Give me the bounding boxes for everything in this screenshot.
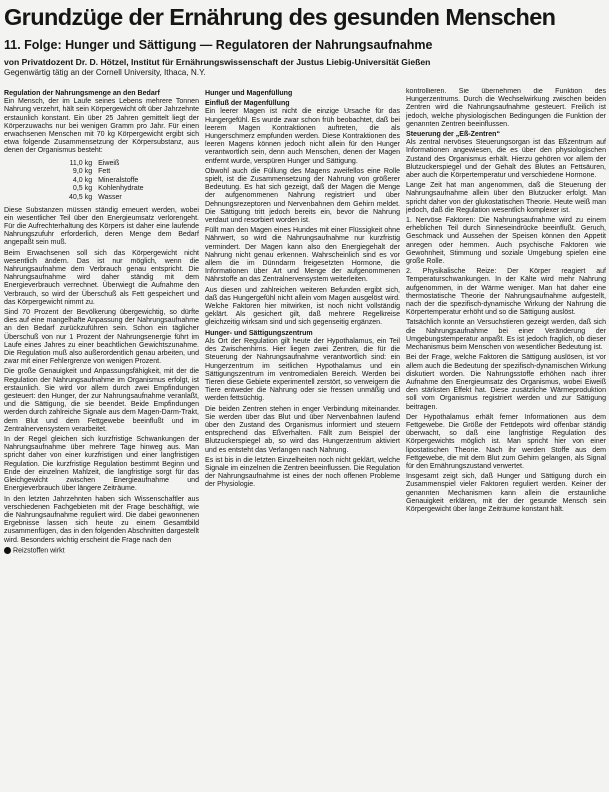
article-title: Grundzüge der Ernährung des gesunden Menschen bbox=[4, 4, 556, 30]
table-label: Mineralstoffe bbox=[98, 176, 139, 184]
closing-text: Reizstoffen wirkt bbox=[13, 547, 65, 555]
table-row bbox=[66, 177, 147, 186]
paragraph: Diese Substanzen müssen ständig erneuert werden, wobei ein wesentlicher Teil über den Energieumsatz verlorengeht. Für die Aufrechterhaltung des Körpers ist daher eine laufende Nahrungszufuhr erforderlich, deren Menge dem Bedarf angepaßt sein muß. bbox=[4, 206, 199, 247]
paragraph: Als Ort der Regulation gilt heute der Hypothalamus, ein Teil des Zwischenhirns. Hier liegen zwei Zentren, die für die Steuerung der Nahrungsaufnahme verantwortlich sind: ein Hungerzentrum im seitlichen Hypothalamus und ein Sättigungszentrum im ventromedialen Bereich. Werden bei Tieren diese Gebiete experimentell zerstört, so verweigern die Tiere entweder die Nahrung oder sie fressen unmäßig und werden fettsüchtig. bbox=[205, 337, 400, 403]
author-byline: von Privatdozent Dr. D. Hötzel, Institut für Ernährungswissenschaft der Justus Liebig-Universität Gießen bbox=[4, 57, 431, 67]
paragraph: In der Regel gleichen sich kurzfristige Schwankungen der Nahrungsaufnahme über mehrere Tage hinweg aus. Man spricht daher von einer kurzfristigen und einer langfristigen Regulation. Die kurzfristige Regulation bestimmt Beginn und Ende der einzelnen Mahlzeit, die langfristige sorgt für das Gleichgewicht zwischen Energieaufnahme und Energieverbrauch über längere Zeiträume. bbox=[4, 436, 199, 493]
text-column-1 bbox=[4, 88, 199, 788]
text-column-3 bbox=[406, 88, 606, 788]
section-heading: Regulation der Nahrungsmenge an den Bedarf bbox=[4, 90, 160, 97]
table-row bbox=[66, 194, 147, 203]
paragraph: Sind 70 Prozent der Bevölkerung übergewichtig, so dürfte dies auf eine mangelhafte Anpassung der Nahrungsaufnahme an den Bedarf zurückzuführen sein. Schon ein täglicher Überschuß von nur 1 Prozent der Nahrungsenergie führt im Laufe eines Jahres zu einer beachtlichen Gewichtszunahme. Die Regulation muß also außerordentlich genau arbeiten, und zwar mit einer Fehlergrenze von wenigen Prozent. bbox=[4, 309, 199, 366]
paragraph: Füllt man den Magen eines Hundes mit einer Flüssigkeit ohne Nährwert, so wird die Nahrungsaufnahme nur kurzfristig vermindert. Der Magen kann also den Energiegehalt der Nahrung nicht genau erkennen. Wahrscheinlich sind es vor allem die im Dünndarm freigesetzten Hormone, die Informationen über Art und Menge der aufgenommenen Nährstoffe an das Zentralnervensystem weiterleiten. bbox=[205, 227, 400, 284]
table-value: 40,5 kg bbox=[69, 194, 93, 201]
text-column-2 bbox=[205, 88, 400, 788]
paragraph: Bei der Frage, welche Faktoren die Sättigung auslösen, ist vor allem auch die Bedeutung der spezifisch-dynamischen Wirkung diskutiert worden. Die Nahrungsstoffe erhöhen nach ihrer Aufnahme den Energieumsatz des Organismus, wobei Eiweiß den stärksten Effekt hat. Diese zusätzliche Wärmeproduktion soll vom Organismus registriert werden und zur Sättigung beitragen. bbox=[406, 354, 606, 411]
table-label: Eiweiß bbox=[98, 159, 120, 167]
table-row bbox=[66, 185, 147, 194]
section-heading: Hunger und Magenfüllung bbox=[205, 90, 293, 97]
paragraph: Der Hypothalamus erhält ferner Informationen aus dem Fettgewebe. Die Größe der Fettdepots wird offenbar ständig überwacht, so daß eine langfristige Regulation des Körpergewichts möglich ist. Man spricht hier von einer lipostatischen Theorie. Nach ihr werden Stoffe aus dem Fettgewebe, die mit dem Blut zum Gehirn gelangen, als Signal für den Ernährungszustand verwertet. bbox=[406, 413, 606, 470]
bullet-icon bbox=[4, 547, 11, 554]
paragraph: Obwohl auch die Füllung des Magens zweifellos eine Rolle spielt, ist die Zusammensetzung der Nahrung von größerer Bedeutung. Es hat sich gezeigt, daß der Magen die Menge der aufgenommenen Nahrung registriert und über Dehnungsrezeptoren und Nervenbahnen dem Gehirn meldet. Die Sättigung tritt jedoch bereits ein, bevor die Nahrung verdaut und resorbiert worden ist. bbox=[205, 167, 400, 225]
table-row bbox=[66, 168, 147, 177]
paragraph: Als zentral nervöses Steuerungsorgan ist das Eßzentrum auf Informationen angewiesen, die es über den physiologischen Zustand des Organismus erhält. Hierzu gehören vor allem der Blutzuckerspiegel und der Gehalt des Blutes an Fettsäuren, aber auch die Körpertemperatur und verschiedene Hormone. bbox=[406, 139, 606, 180]
paragraph: Beim Erwachsenen soll sich das Körpergewicht nicht wesentlich ändern. Das ist nur möglich, wenn die Nahrungsaufnahme dem Verbrauch genau entspricht. Die Nahrungsaufnahme wird daher ständig mit dem Energieverbrauch verrechnet. Überwiegt die Aufnahme den Verbrauch, so wird der Überschuß als Fett gespeichert und das Körpergewicht nimmt zu. bbox=[4, 249, 199, 306]
table-value: 9,0 kg bbox=[72, 168, 93, 176]
section-heading: Steuerung der „Eß-Zentren“ bbox=[406, 131, 500, 139]
author-affiliation: Gegenwärtig tätig an der Cornell University, Ithaca, N.Y. bbox=[4, 68, 206, 77]
paragraph: Die große Genauigkeit und Anpassungsfähigkeit, mit der die Regulation der Nahrungsaufnahme im Organismus erfolgt, ist erstaunlich. Sie wird vor allem durch zwei Empfindungen gesteuert: den Hunger, der zur Nahrungsaufnahme veranlaßt, und die Sättigung, die sie beendet. Beide Empfindungen werden durch zahlreiche Signale aus dem Magen-Darm-Trakt, dem Blut und dem Fettgewebe beeinflußt und im Zentralnervensystem verarbeitet. bbox=[4, 368, 199, 433]
paragraph: Ein leerer Magen ist nicht die einzige Ursache für das Hungergefühl. Es wurde zwar schon früh beobachtet, daß bei leerem Magen Kontraktionen auftreten, die als Hungerschmerz empfunden werden. Diese Kontraktionen des leeren Magens können jedoch nicht allein für den Hunger verantwortlich sein, denn auch Menschen, denen der Magen entfernt wurde, verspüren Hunger und Sättigung. bbox=[205, 108, 400, 165]
paragraph: Tatsächlich konnte an Versuchstieren gezeigt werden, daß sich die Nahrungsaufnahme bei einer Veränderung der Umgebungstemperatur anpaßt. Es ist jedoch fraglich, ob dieser Mechanismus beim Menschen von wesentlicher Bedeutung ist. bbox=[406, 319, 606, 352]
paragraph: Die beiden Zentren stehen in enger Verbindung miteinander. Sie werden über das Blut und über Nervenbahnen laufend über den Zustand des Organismus informiert und steuern entsprechend das Eßverhalten. Fällt zum Beispiel der Blutzuckerspiegel ab, so wird das Hungerzentrum aktiviert und es entsteht das Verlangen nach Nahrung. bbox=[205, 405, 400, 454]
paragraph: Ein Mensch, der im Laufe seines Lebens mehrere Tonnen Nahrung verzehrt, hält sein Körpergewicht oft über Jahrzehnte erstaunlich konstant. Ein über 25 Jahren gemittelt liegt der Körperzuwachs nur bei wenigen Gramm pro Jahr. Für einen erwachsenen Menschen mit 70 kg Körpergewicht ergibt sich etwa folgende Zusammensetzung der Körpersubstanz, aus denen der Organismus besteht: bbox=[4, 98, 199, 155]
section-heading: Hunger- und Sättigungszentrum bbox=[205, 329, 313, 337]
paragraph: In den letzten Jahrzehnten haben sich Wissenschaftler aus verschiedenen Fachgebieten mit der Frage beschäftigt, wie die Nahrungsaufnahme reguliert wird. Die dabei gewonnenen Ergebnisse lassen sich heute zu einem Gesamtbild zusammenfügen, das in den folgenden Abschnitten dargestellt wird. Besonders wichtig erscheint die Frage nach den bbox=[4, 495, 199, 544]
paragraph: Es ist bis in die letzten Einzelheiten noch nicht geklärt, welche Signale im einzelnen die Zentren beeinflussen. Die Regulation der Nahrungsaufnahme ist eines der noch offenen Probleme der Physiologie. bbox=[205, 456, 400, 489]
table-value: 4,0 kg bbox=[72, 176, 93, 184]
paragraph: Lange Zeit hat man angenommen, daß die Steuerung der Nahrungsaufnahme allein über den Blutzucker erfolgt. Man spricht daher von der glukostatischen Theorie. Heute weiß man jedoch, daß die Regulation wesentlich komplexer ist. bbox=[406, 182, 606, 214]
table-value: 0,5 kg bbox=[72, 185, 93, 193]
table-row bbox=[66, 160, 147, 169]
table-label: Kohlenhydrate bbox=[98, 185, 144, 193]
section-subheading: Einfluß der Magenfüllung bbox=[205, 100, 290, 108]
table-label: Wasser bbox=[98, 194, 122, 201]
article-subtitle: 11. Folge: Hunger und Sättigung — Regulatoren der Nahrungsaufnahme bbox=[4, 38, 433, 52]
body-composition-table bbox=[66, 160, 147, 203]
paragraph: Aus diesen und zahlreichen weiteren Befunden ergibt sich, daß das Hungergefühl nicht allein vom Magen ausgelöst wird. Welche Faktoren hier mitwirken, ist noch nicht vollständig geklärt. Als gesichert gilt, daß mehrere Regelkreise gleichzeitig wirksam sind und sich gegenseitig ergänzen. bbox=[205, 286, 400, 327]
paragraph: Insgesamt zeigt sich, daß Hunger und Sättigung durch ein Zusammenspiel vieler Faktoren reguliert werden. Keiner der genannten Mechanismen kann allein die erstaunliche Genauigkeit erklären, mit der der gesunde Mensch sein Körpergewicht über lange Zeiträume konstant hält. bbox=[406, 473, 606, 513]
table-label: Fett bbox=[98, 168, 111, 176]
paragraph: 1. Nervöse Faktoren: Die Nahrungsaufnahme wird zu einem erheblichen Teil durch Sinneseindrücke beeinflußt. Geruch, Geschmack und Aussehen der Speisen können den Appetit anregen oder hemmen. Auch psychische Faktoren wie Gewohnheit, Stimmung und soziale Umgebung spielen eine große Rolle. bbox=[406, 217, 606, 266]
paragraph: kontrollieren. Sie übernehmen die Funktion des Hungerzentrums. Durch die Wechselwirkung zwischen beiden Zentren wird die Nahrungsaufnahme gesteuert. Freilich ist jedoch, welche physiologischen Bedingungen die Funktion der genannten Zentren beeinflussen. bbox=[406, 88, 606, 128]
paragraph-end bbox=[4, 547, 199, 556]
table-value: 11,0 kg bbox=[69, 159, 93, 167]
paragraph: 2. Physikalische Reize: Der Körper reagiert auf Temperaturschwankungen. In der Kälte wird mehr Nahrung aufgenommen, in der Wärme weniger. Man hat daher eine thermostatische Theorie der Nahrungsaufnahme aufgestellt, nach der die spezifisch-dynamische Wirkung der Nahrung die Körpertemperatur erhöht und so die Sättigung auslöst. bbox=[406, 268, 606, 317]
